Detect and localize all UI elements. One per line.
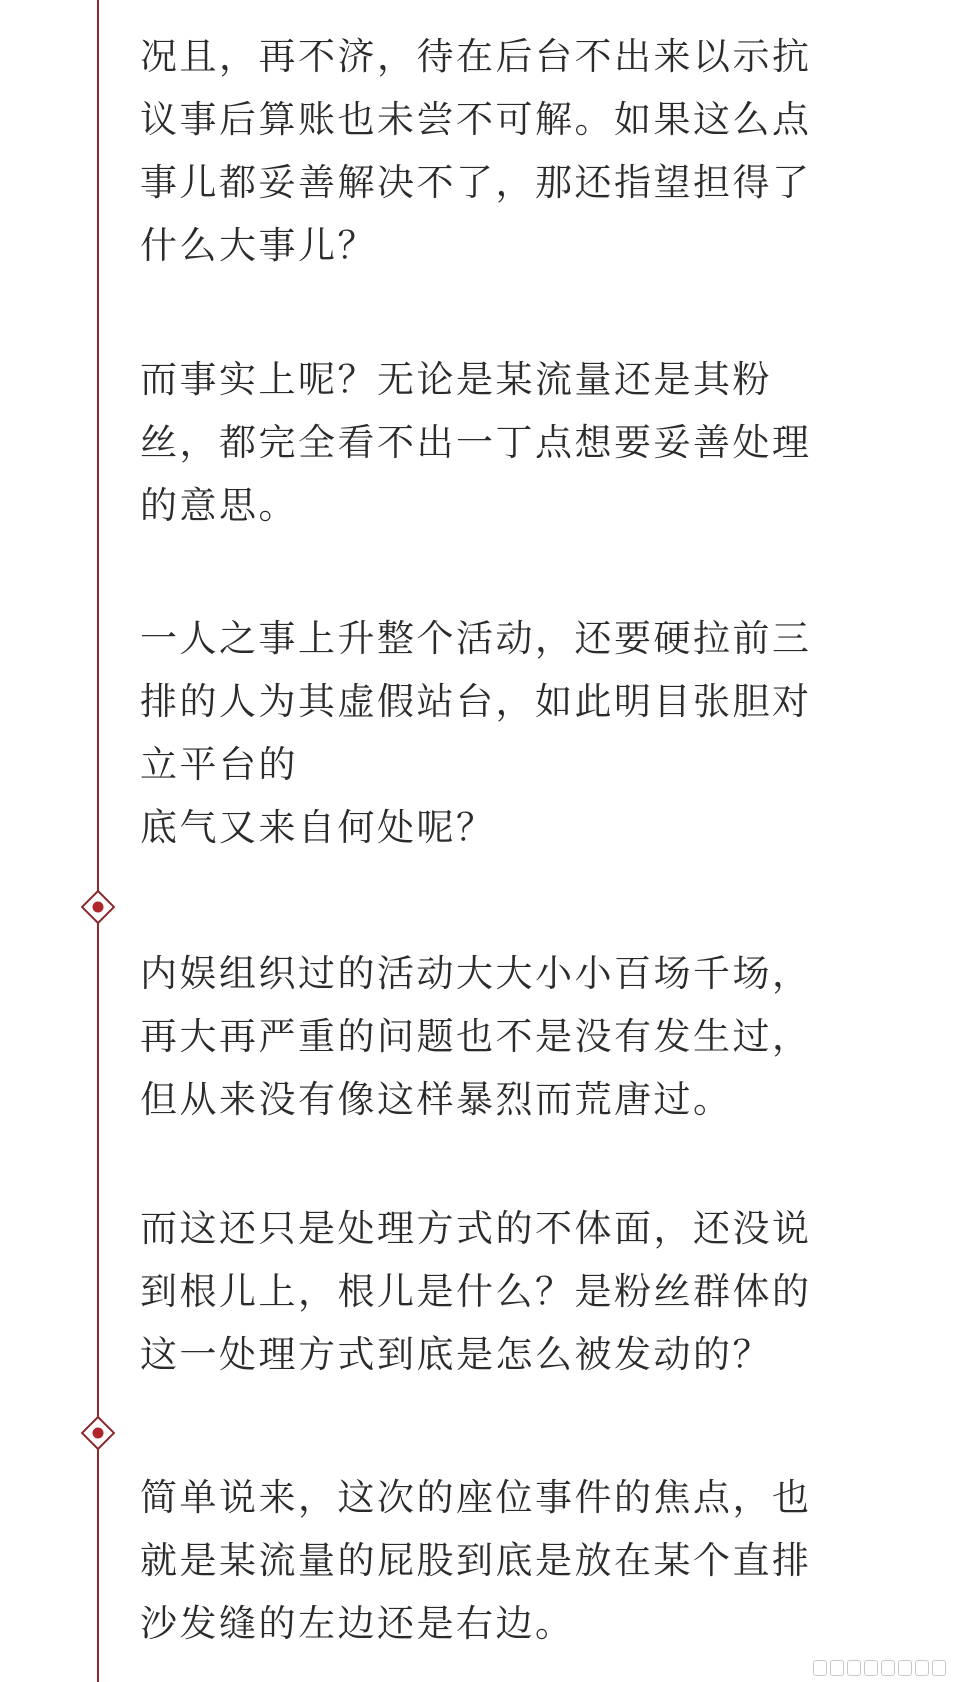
text-line: 丝，都完全看不出一丁点想要妥善处理 (140, 421, 812, 464)
text-line: 内娱组织过的活动大大小小百场千场， (140, 952, 812, 995)
text-line: 沙发缝的左边还是右边。 (140, 1602, 575, 1645)
paragraph (140, 607, 900, 859)
text-line: 就是某流量的屁股到底是放在某个直排 (140, 1539, 812, 1582)
paragraph (140, 1466, 900, 1655)
text-line: 底气又来自何处呢？ (140, 806, 496, 849)
text-line: 的意思。 (140, 484, 298, 527)
paragraph (140, 25, 900, 277)
text-line: 议事后算账也未尝不可解。如果这么点 (140, 98, 812, 141)
text-line: 而这还只是处理方式的不体面，还没说 (140, 1207, 812, 1250)
diamond-dot-icon (81, 890, 115, 924)
text-line: 而事实上呢？无论是某流量还是其粉 (140, 358, 772, 401)
text-line: 到根儿上，根儿是什么？是粉丝群体的 (140, 1270, 812, 1313)
text-line: 什么大事儿？ (140, 224, 377, 267)
text-line: 立平台的 (140, 743, 298, 786)
text-line: 况且，再不济，待在后台不出来以示抗 (140, 35, 812, 78)
text-line: 但从来没有像这样暴烈而荒唐过。 (140, 1078, 733, 1121)
text-line: 事儿都妥善解决不了，那还指望担得了 (140, 161, 812, 204)
text-line: 再大再严重的问题也不是没有发生过， (140, 1015, 812, 1058)
text-line: 简单说来，这次的座位事件的焦点，也 (140, 1476, 812, 1519)
paragraph (140, 1197, 900, 1386)
text-line: 一人之事上升整个活动，还要硬拉前三 (140, 617, 812, 660)
text-line: 排的人为其虚假站台，如此明目张胆对 (140, 680, 812, 723)
diamond-dot-icon (81, 1416, 115, 1450)
watermark-dots-icon (813, 1660, 946, 1676)
paragraph (140, 348, 900, 537)
text-line: 这一处理方式到底是怎么被发动的？ (140, 1333, 772, 1376)
paragraph (140, 942, 900, 1131)
